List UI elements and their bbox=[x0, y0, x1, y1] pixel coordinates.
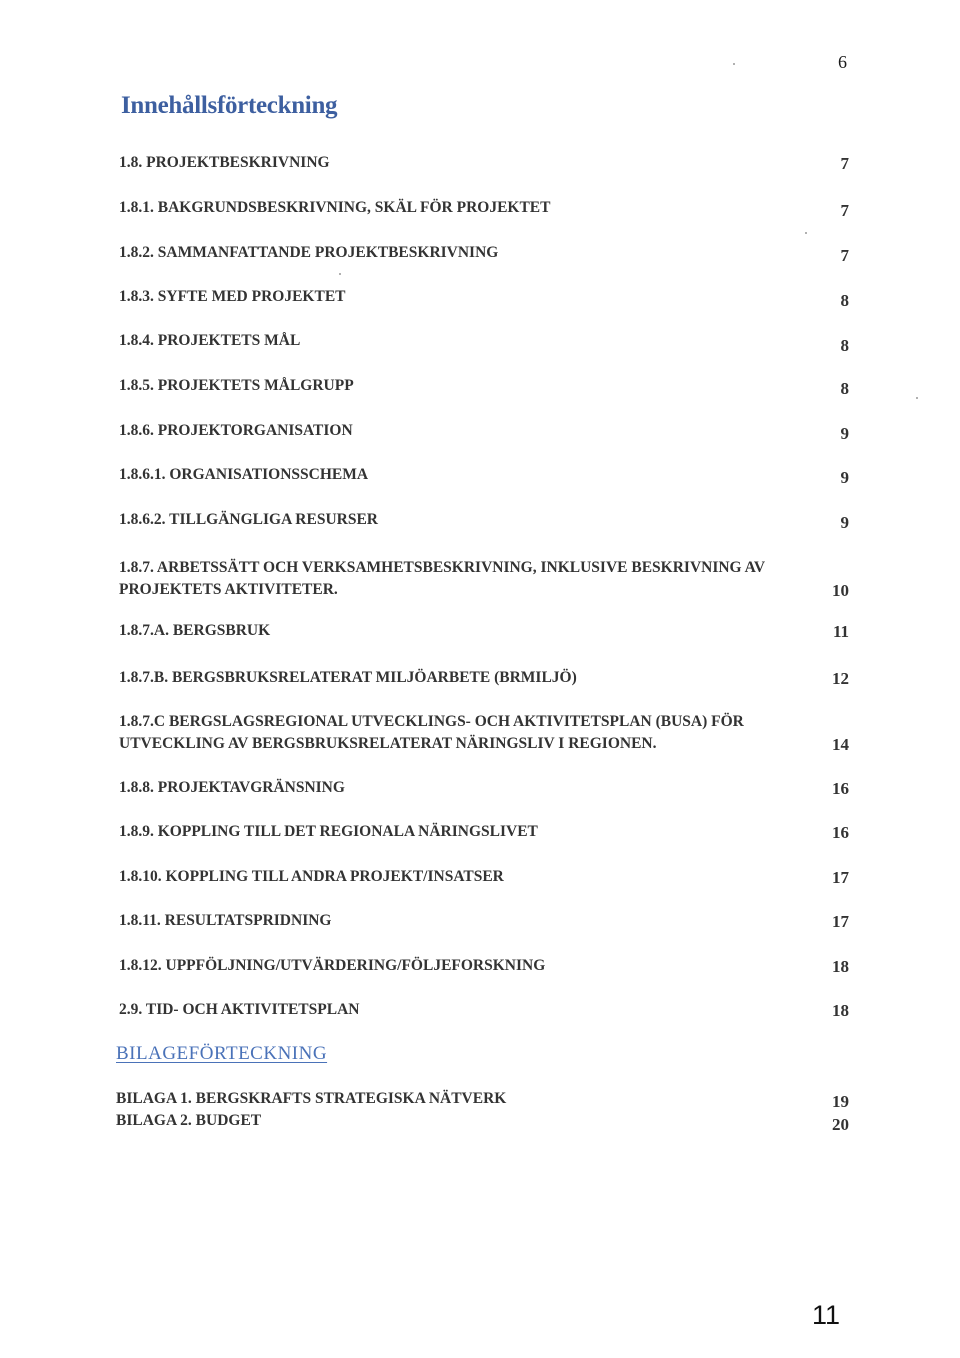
toc-entry-page: 16 bbox=[832, 823, 849, 842]
toc-entry-text: PROJEKTETS MÅLGRUPP bbox=[157, 377, 354, 394]
toc-entry-number: 1.8.7.C bbox=[119, 713, 166, 730]
bilaga-entry[interactable] bbox=[116, 1090, 849, 1111]
toc-entry-number: 1.8.6.2. bbox=[119, 511, 166, 528]
toc-entry[interactable] bbox=[119, 152, 849, 174]
toc-entry-number: 1.8.7.A. bbox=[119, 622, 169, 639]
toc-entry-number: 1.8.1. bbox=[119, 199, 154, 216]
toc-entry-page: 8 bbox=[840, 336, 849, 355]
toc-entry-text: BAKGRUNDSBESKRIVNING, SKÄL FÖR PROJEKTET bbox=[157, 199, 551, 216]
toc-entry-page: 18 bbox=[832, 1001, 849, 1020]
toc-entry[interactable] bbox=[119, 557, 849, 601]
toc-entry[interactable] bbox=[119, 866, 849, 888]
toc-entry-number: 1.8.7. bbox=[119, 559, 154, 576]
scan-speck bbox=[916, 397, 918, 399]
toc-entry-number: 1.8.6. bbox=[119, 422, 154, 439]
toc-entry-number: 1.8.11. bbox=[119, 912, 161, 929]
toc-entry-text: PROJEKTAVGRÄNSNING bbox=[157, 779, 345, 796]
toc-entry-number: 1.8.6.1. bbox=[119, 466, 166, 483]
toc-entry-number: 1.8.2. bbox=[119, 244, 154, 261]
toc-entry-text: TILLGÄNGLIGA RESURSER bbox=[169, 511, 378, 528]
toc-entry-text: SAMMANFATTANDE PROJEKTBESKRIVNING bbox=[157, 244, 499, 261]
toc-entry-number: 1.8.10. bbox=[119, 868, 162, 885]
toc-entry-text: RESULTATSPRIDNING bbox=[164, 912, 332, 929]
toc-entry-text: KOPPLING TILL ANDRA PROJEKT/INSATSER bbox=[165, 868, 504, 885]
toc-entry-number: 1.8.9. bbox=[119, 823, 154, 840]
bilaga-text: BILAGA 1. BERGSKRAFTS STRATEGISKA NÄTVERK bbox=[116, 1090, 507, 1107]
toc-entry[interactable] bbox=[119, 955, 849, 977]
toc-entry[interactable] bbox=[119, 197, 849, 219]
toc-entry-page: 9 bbox=[840, 468, 849, 487]
toc-entry-number: 1.8.5. bbox=[119, 377, 154, 394]
toc-entry-number: 1.8.3. bbox=[119, 288, 154, 305]
toc-entry[interactable] bbox=[119, 330, 849, 355]
toc-entry-text: BERGSLAGSREGIONAL UTVECKLINGS- OCH AKTIVITETSPLAN (BUSA) FÖR UTVECKLING AV BERGSBRUKSRELATERAT NÄRINGSLIV I REGIONEN. bbox=[119, 713, 744, 752]
toc-entry-text: PROJEKTBESKRIVNING bbox=[146, 154, 330, 171]
toc-entry-text: UPPFÖLJNING/UTVÄRDERING/FÖLJEFORSKNING bbox=[165, 957, 546, 974]
toc-entry-page: 7 bbox=[840, 246, 849, 265]
toc-entry-text: SYFTE MED PROJEKTET bbox=[157, 288, 346, 305]
toc-entry[interactable] bbox=[119, 509, 849, 531]
bilaga-entry[interactable] bbox=[116, 1112, 849, 1134]
scan-speck bbox=[733, 63, 735, 65]
toc-entry-text: ARBETSSÄTT OCH VERKSAMHETSBESKRIVNING, INKLUSIVE BESKRIVNING AV PROJEKTETS AKTIVITETER. bbox=[119, 559, 765, 598]
toc-entry-page: 18 bbox=[832, 957, 849, 976]
toc-entry-text: PROJEKTORGANISATION bbox=[157, 422, 353, 439]
bilage-heading[interactable]: BILAGEFÖRTECKNING bbox=[116, 1043, 328, 1064]
toc-entry-page: 16 bbox=[832, 779, 849, 798]
toc-entry[interactable] bbox=[119, 420, 849, 442]
toc-entry-page: 17 bbox=[832, 868, 849, 887]
toc-entry[interactable] bbox=[119, 910, 849, 932]
toc-entry-page: 12 bbox=[832, 669, 849, 688]
toc-entry-text: BERGSBRUK bbox=[172, 622, 271, 639]
toc-entry[interactable] bbox=[119, 464, 849, 486]
toc-entry-page: 7 bbox=[840, 154, 849, 173]
bilaga-text: BILAGA 2. BUDGET bbox=[116, 1112, 262, 1129]
toc-entry-page: 11 bbox=[832, 622, 849, 641]
toc-entry[interactable] bbox=[119, 667, 849, 689]
toc-entry[interactable] bbox=[119, 777, 849, 799]
toc-entry-number: 1.8.4. bbox=[119, 332, 154, 349]
footer-page-number: 11 bbox=[812, 1300, 841, 1330]
toc-entry-text: ORGANISATIONSSCHEMA bbox=[169, 466, 369, 483]
toc-entry-page: 17 bbox=[832, 912, 849, 931]
toc-entry-number: 2.9. bbox=[119, 1001, 143, 1018]
toc-entry-number: 1.8.12. bbox=[119, 957, 162, 974]
scan-speck bbox=[339, 273, 341, 275]
toc-entry-page: 8 bbox=[840, 379, 849, 398]
toc-entry[interactable] bbox=[119, 286, 849, 308]
scan-speck bbox=[805, 232, 807, 234]
toc-entry-page: 14 bbox=[832, 735, 849, 754]
toc-entry-page: 10 bbox=[832, 581, 849, 600]
toc-entry-text: PROJEKTETS MÅL bbox=[157, 332, 301, 349]
toc-entry-text: KOPPLING TILL DET REGIONALA NÄRINGSLIVET bbox=[157, 823, 538, 840]
toc-entry-number: 1.8.7.B. bbox=[119, 669, 169, 686]
toc-entry-page: 9 bbox=[840, 513, 849, 532]
toc-entry-page: 8 bbox=[840, 291, 849, 310]
bilaga-page: 20 bbox=[832, 1115, 849, 1134]
toc-entry[interactable] bbox=[119, 821, 849, 843]
toc-entry[interactable] bbox=[119, 711, 849, 755]
page-number: 6 bbox=[838, 52, 847, 72]
toc-entry[interactable] bbox=[119, 375, 849, 397]
toc-entry[interactable] bbox=[119, 242, 849, 264]
toc-title: Innehållsförteckning bbox=[121, 92, 338, 119]
toc-entry-page: 9 bbox=[840, 424, 849, 443]
toc-entry-number: 1.8.8. bbox=[119, 779, 154, 796]
toc-entry[interactable] bbox=[119, 999, 849, 1021]
toc-entry-number: 1.8. bbox=[119, 154, 143, 171]
toc-entry-text: BERGSBRUKSRELATERAT MILJÖARBETE (BRMILJÖ) bbox=[171, 669, 577, 686]
bilaga-page: 19 bbox=[832, 1092, 849, 1111]
toc-entry[interactable] bbox=[119, 620, 849, 642]
toc-entry-page: 7 bbox=[840, 201, 849, 220]
toc-entry-text: TID- OCH AKTIVITETSPLAN bbox=[145, 1001, 360, 1018]
